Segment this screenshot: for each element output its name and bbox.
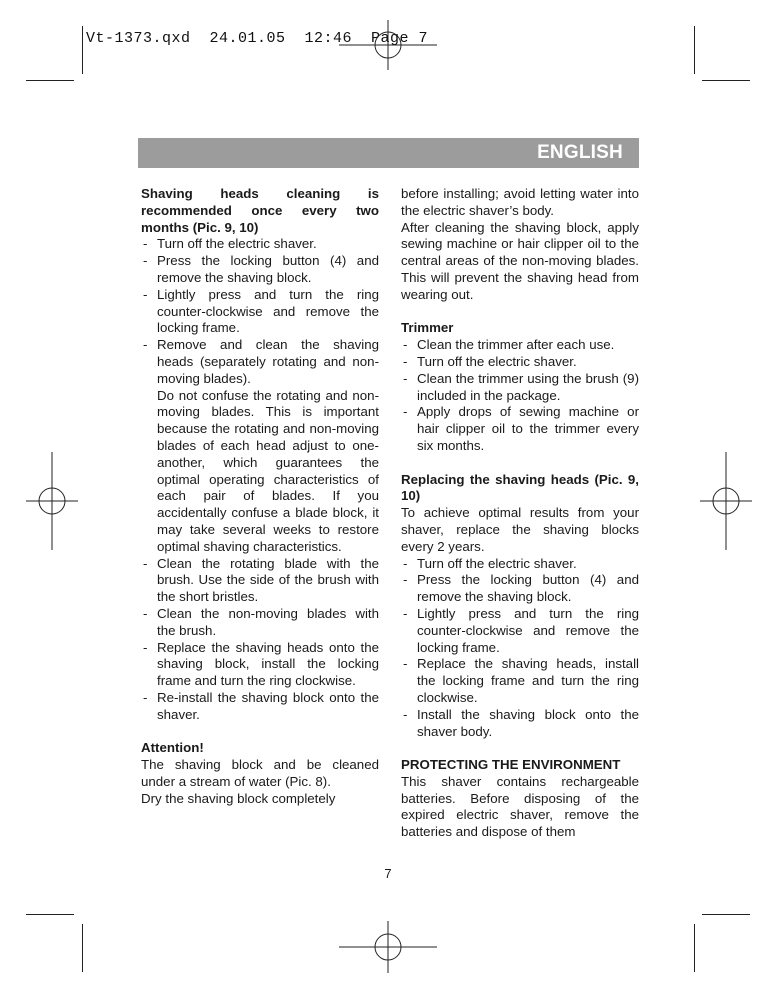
cleaning-steps-list: [141, 236, 379, 723]
list-item: [141, 337, 379, 555]
list-item: - Lightly press and turn the ring counter-clockwise and remove the locking frame.: [401, 606, 639, 656]
list-item: - Clean the trimmer after each use.: [401, 337, 639, 354]
list-item: - Apply drops of sewing machine or hair clipper oil to the trimmer every six months.: [401, 404, 639, 454]
file-slug: Vt-1373.qxd 24.01.05 12:46 Page 7: [86, 30, 429, 47]
registration-mark-right: [700, 452, 752, 550]
list-item: - Clean the rotating blade with the brush. Use the side of the brush with the short bristles.: [141, 556, 379, 606]
right-column: [401, 186, 639, 841]
crop-mark: [26, 80, 74, 81]
page-number: 7: [384, 866, 392, 881]
crop-mark: [694, 26, 695, 74]
list-item: - Turn off the electric shaver.: [401, 354, 639, 371]
list-item: - Turn off the electric shaver.: [401, 556, 639, 573]
language-label: ENGLISH: [537, 142, 623, 163]
crop-mark: [82, 26, 83, 74]
paragraph: The shaving block and be cleaned under a stream of water (Pic. 8).: [141, 757, 379, 789]
crop-mark: [694, 924, 695, 972]
list-item: - Turn off the electric shaver.: [141, 236, 379, 253]
paragraph: To achieve optimal results from your shaver, replace the shaving blocks every 2 years.: [401, 505, 639, 554]
list-item: - Press the locking button (4) and remove the shaving block.: [401, 572, 639, 606]
registration-mark-top: [339, 20, 437, 70]
list-item: - Press the locking button (4) and remove the shaving block.: [141, 253, 379, 287]
list-item: - Replace the shaving heads onto the shaving block, install the locking frame and turn the ring clockwise.: [141, 640, 379, 690]
paragraph: After cleaning the shaving block, apply sewing machine or hair clipper oil to the central areas of the non-moving blades. This will prevent the shaving head from wearing out.: [401, 219, 639, 302]
paragraph: Dry the shaving block completely: [141, 790, 336, 806]
paragraph: before installing; avoid letting water into the electric shaver’s body.: [401, 186, 639, 218]
attention-heading: Attention!: [141, 740, 204, 756]
list-item: - Clean the trimmer using the brush (9) included in the package.: [401, 371, 639, 405]
registration-mark-bottom: [339, 921, 437, 973]
list-item-text: - Remove and clean the shaving heads (separately rotating and non-moving blades).: [157, 337, 379, 386]
environment-heading: PROTECTING THE ENVIRONMENT: [401, 757, 621, 773]
crop-mark: [702, 914, 750, 915]
crop-mark: [26, 914, 74, 915]
list-item: - Replace the shaving heads, install the locking frame and turn the ring clockwise.: [401, 656, 639, 706]
list-item: - Re-install the shaving block onto the shaver.: [141, 690, 379, 724]
replacing-steps-list: [401, 556, 639, 741]
crop-mark: [702, 80, 750, 81]
list-item-note: Do not confuse the rotating and non-moving blades. This is important because the rotating and non-moving blades of each head adjust to one-another, which guarantees the optimal operating characteristics of each pair of blades. If you accidentally confuse a blade block, it may take several weeks to restore optimal shaving characteristics.: [157, 387, 379, 554]
left-column: [141, 186, 379, 807]
list-item: - Clean the non-moving blades with the brush.: [141, 606, 379, 640]
replacing-heading: Replacing the shaving heads (Pic. 9, 10): [401, 471, 639, 504]
trimmer-steps-list: [401, 337, 639, 455]
list-item: - Lightly press and turn the ring counter-clockwise and remove the locking frame.: [141, 287, 379, 337]
section-heading: Shaving heads cleaning is recommended once every two months (Pic. 9, 10): [141, 186, 379, 235]
registration-mark-left: [26, 452, 78, 550]
crop-mark: [82, 924, 83, 972]
trimmer-heading: Trimmer: [401, 320, 454, 336]
language-banner: [138, 138, 639, 168]
list-item: - Install the shaving block onto the shaver body.: [401, 707, 639, 741]
paragraph: This shaver contains rechargeable batteries. Before disposing of the expired electric shaver, remove the batteries and dispose of them: [401, 773, 639, 840]
